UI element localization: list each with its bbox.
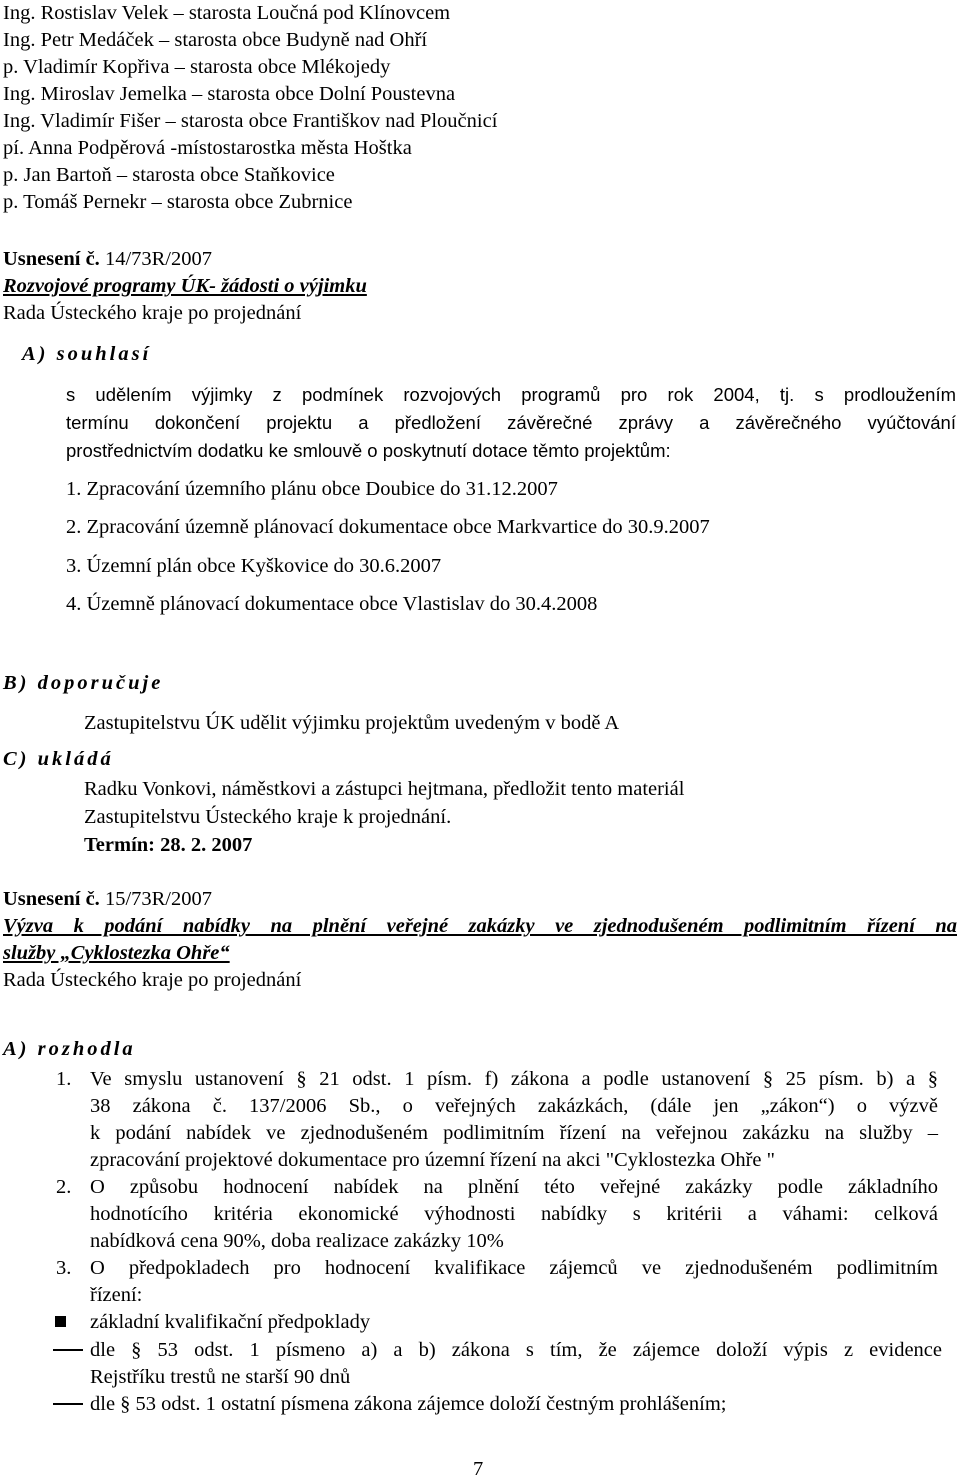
point-text: k podání nabídek ve zjednodušeném podlimitním řízení na veřejnou zakázku na služby – (90, 1122, 938, 1144)
attendee-line: Ing. Miroslav Jemelka – starosta obce Dolní Poustevna (3, 83, 456, 105)
section-a-heading: A) souhlasí (22, 343, 152, 365)
square-bullet-icon (55, 1316, 66, 1327)
attendee-line: p. Jan Bartoň – starosta obce Staňkovice (3, 164, 335, 186)
resolution-title: Výzva k podání nabídky na plnění veřejné zakázky ve zjednodušeném podlimitním řízení na (3, 915, 957, 937)
section-c-heading: C) ukládá (3, 748, 114, 770)
project-item: 2. Zpracování územně plánovací dokumentace obce Markvartice do 30.9.2007 (66, 516, 710, 538)
point-text: 38 zákona č. 137/2006 Sb., o veřejných zakázkách, (dále jen „zákon“) o výzvě (90, 1095, 938, 1117)
point-number: 1. (56, 1068, 72, 1090)
point-number: 3. (56, 1257, 72, 1279)
section-a-text: termínu dokončení projektu a předložení závěrečné zprávy a závěrečného vyúčtování (66, 412, 956, 433)
resolution-heading (3, 886, 212, 912)
attendee-line: Ing. Vladimír Fišer – starosta obce Františkov nad Ploučnicí (3, 110, 498, 132)
section-a-heading: A) rozhodla (3, 1038, 136, 1060)
resolution-intro: Rada Ústeckého kraje po projednání (3, 969, 302, 991)
dash-icon (53, 1403, 83, 1405)
resolution-label: Usnesení č. (3, 248, 100, 270)
dash-item-text: Rejstříku trestů ne starší 90 dnů (90, 1366, 351, 1388)
attendee-line: Ing. Rostislav Velek – starosta Loučná pod Klínovcem (3, 2, 451, 24)
section-b-text: Zastupitelstvu ÚK udělit výjimku projektům uvedeným v bodě A (84, 712, 620, 734)
resolution-title: služby „Cyklostezka Ohře“ (3, 942, 230, 964)
resolution-intro: Rada Ústeckého kraje po projednání (3, 302, 302, 324)
resolution-number: 14/73R/2007 (99, 248, 213, 270)
point-text: řízení: (90, 1284, 143, 1306)
attendee-line: pí. Anna Podpěrová -místostarostka města Hoštka (3, 137, 412, 159)
attendee-line: Ing. Petr Medáček – starosta obce Budyně nad Ohří (3, 29, 428, 51)
point-text: O způsobu hodnocení nabídek na plnění této veřejné zakázky podle základního (90, 1176, 938, 1198)
attendee-line: p. Vladimír Kopřiva – starosta obce Mlékojedy (3, 56, 391, 78)
project-item: 1. Zpracování územního plánu obce Doubice do 31.12.2007 (66, 478, 558, 500)
resolution-heading (3, 246, 212, 272)
project-item: 4. Územně plánovací dokumentace obce Vlastislav do 30.4.2008 (66, 593, 598, 615)
attendee-line: p. Tomáš Pernekr – starosta obce Zubrnice (3, 191, 353, 213)
point-text: hodnotícího kritéria ekonomické výhodnosti nabídky s kritérii a váhami: celková (90, 1203, 938, 1225)
point-text: Ve smyslu ustanovení § 21 odst. 1 písm. f) zákona a podle ustanovení § 25 písm. b) a § (90, 1068, 938, 1090)
point-number: 2. (56, 1176, 72, 1198)
point-text: zpracování projektové dokumentace pro územní řízení na akci "Cyklostezka Ohře " (90, 1149, 775, 1171)
section-c-text: Radku Vonkovi, náměstkovi a zástupci hejtmana, předložit tento materiál (84, 778, 685, 800)
bullet-text: základní kvalifikační předpoklady (90, 1311, 371, 1333)
page-number: 7 (473, 1458, 484, 1480)
dash-item-text: dle § 53 odst. 1 ostatní písmena zákona zájemce doloží čestným prohlášením; (90, 1393, 727, 1415)
resolution-label: Usnesení č. (3, 888, 100, 910)
deadline: Termín: 28. 2. 2007 (84, 834, 253, 856)
resolution-title: Rozvojové programy ÚK- žádosti o výjimku (3, 275, 367, 297)
resolution-number: 15/73R/2007 (99, 888, 213, 910)
dash-item-text: dle § 53 odst. 1 písmeno a) a b) zákona s tím, že zájemce doloží výpis z evidence (90, 1339, 942, 1361)
project-item: 3. Územní plán obce Kyškovice do 30.6.2007 (66, 555, 442, 577)
section-c-text: Zastupitelstvu Ústeckého kraje k projednání. (84, 806, 452, 828)
section-b-heading: B) doporučuje (3, 672, 164, 694)
point-text: nabídková cena 90%, doba realizace zakázky 10% (90, 1230, 504, 1252)
section-a-text: prostřednictvím dodatku ke smlouvě o poskytnutí dotace těmto projektům: (66, 440, 671, 461)
dash-icon (53, 1349, 83, 1351)
point-text: O předpokladech pro hodnocení kvalifikace zájemců ve zjednodušeném podlimitním (90, 1257, 938, 1279)
section-a-text: s udělením výjimky z podmínek rozvojových programů pro rok 2004, tj. s prodloužením (66, 384, 956, 405)
